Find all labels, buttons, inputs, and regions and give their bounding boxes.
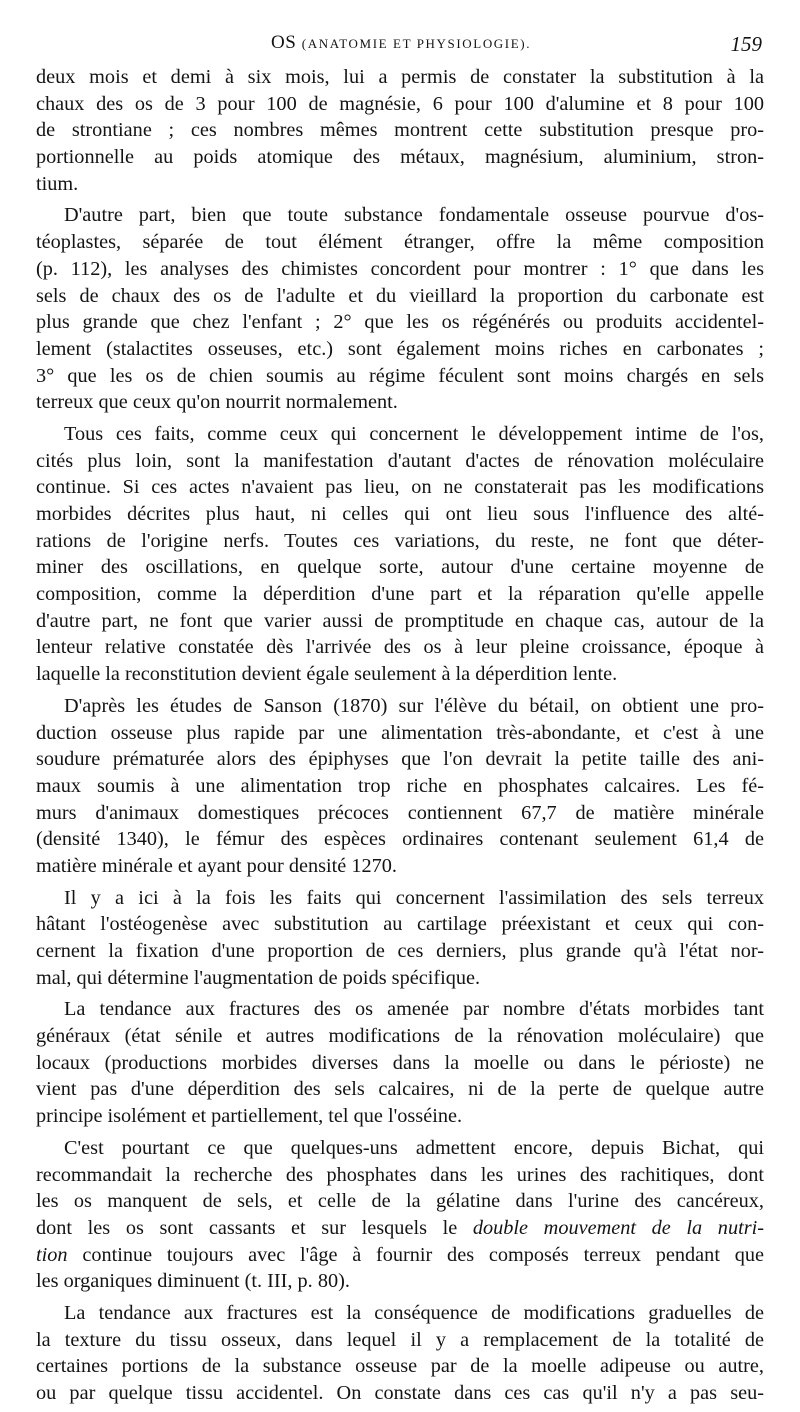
running-title-subtitle: (ANATOMIE ET PHYSIOLOGIE). [301, 36, 532, 51]
text-line [36, 1215, 764, 1242]
text-line: cités plus loin, sont la manifestation d'autant d'actes de rénovation moléculaire [36, 449, 764, 472]
text-line: composition, comme la déperdition d'une part et la réparation qu'elle appelle [36, 583, 764, 606]
text-line: miner des oscillations, en quelque sorte, autour d'une certaine moyenne de [36, 556, 764, 579]
body-text [36, 64, 764, 1412]
text-line: téoplastes, séparée de tout élément étranger, offre la même composition [36, 231, 764, 254]
text-line: les organiques diminuent (t. III, p. 80). [36, 1270, 350, 1293]
running-title [36, 32, 766, 54]
text-line: soudure prématurée alors des épiphyses que l'on devrait la petite taille des ani- [36, 748, 764, 771]
text-line: murs d'animaux domestiques précoces contiennent 67,7 de matière minérale [36, 801, 764, 824]
paragraph [36, 885, 764, 992]
text-line: lement (stalactites osseuses, etc.) sont également moins riches en carbonates ; [36, 337, 764, 360]
text-line: C'est pourtant ce que quelques-uns admettent encore, depuis Bichat, qui [64, 1136, 764, 1159]
text-line: D'après les études de Sanson (1870) sur l'élève du bétail, on obtient une pro- [64, 694, 764, 717]
text-line: les os manquent de sels, et celle de la gélatine dans l'urine des cancéreux, [36, 1190, 764, 1213]
text-line: vient pas d'une déperdition des sels calcaires, ni de la perte de quelque autre [36, 1078, 764, 1101]
text-line: tium. [36, 172, 79, 195]
paragraph [36, 1300, 764, 1407]
italic-text: double mouvement de la nutri- [472, 1216, 765, 1239]
text-line: matière minérale et ayant pour densité 1270. [36, 854, 397, 877]
text-line: 3° que les os de chien soumis au régime féculent sont moins chargés en sels [36, 364, 764, 387]
text-line: la texture du tissu osseux, dans lequel il y a remplacement de la totalité de [36, 1328, 764, 1351]
paragraph [36, 64, 764, 197]
paragraph [36, 1135, 764, 1295]
text-line [36, 1242, 764, 1269]
text-line: portionnelle au poids atomique des métaux, magnésium, aluminium, stron- [36, 146, 764, 169]
text-line: de strontiane ; ces nombres mêmes montrent cette substitution presque pro- [36, 119, 764, 142]
text-run: dont les os sont cassants et sur lesquels le [36, 1216, 473, 1239]
text-line: principe isolément et partiellement, tel que l'osséine. [36, 1105, 463, 1128]
text-line: Tous ces faits, comme ceux qui concernent le développement intime de l'os, [64, 422, 764, 445]
text-line: duction osseuse plus rapide par une alimentation très-abondante, et c'est à une [36, 721, 764, 744]
page-header [36, 28, 766, 62]
text-line: Il y a ici à la fois les faits qui concernent l'assimilation des sels terreux [64, 886, 764, 909]
text-line: D'autre part, bien que toute substance fondamentale osseuse pourvue d'os- [64, 204, 764, 227]
text-line: La tendance aux fractures des os amenée par nombre d'états morbides tant [64, 998, 764, 1021]
text-line: ou par quelque tissu accidentel. On constate dans ces cas qu'il n'y a pas seu- [36, 1382, 764, 1404]
text-line: plus grande que chez l'enfant ; 2° que les os régénérés ou produits accidentel- [36, 311, 764, 334]
text-line: lenteur relative constatée dès l'arrivée des os à leur pleine croissance, époque à [36, 636, 764, 659]
text-line: (p. 112), les analyses des chimistes concordent pour montrer : 1° que dans les [36, 257, 764, 280]
text-line: morbides décrites plus haut, ni celles qui ont lieu sous l'influence des alté- [36, 503, 764, 525]
text-line: hâtant l'ostéogenèse avec substitution au cartilage préexistant et ceux qui con- [36, 913, 764, 936]
text-line: laquelle la reconstitution devient égale seulement à la déperdition lente. [36, 663, 618, 686]
text-line: locaux (productions morbides diverses dans la moelle ou dans le périoste) ne [36, 1051, 764, 1074]
text-line: deux mois et demi à six mois, lui a permis de constater la substitution à la [36, 66, 764, 88]
paragraph [36, 693, 764, 880]
italic-text: tion [36, 1243, 68, 1266]
text-line: certaines portions de la substance osseuse par de la moelle adipeuse ou autre, [36, 1355, 764, 1378]
paragraph [36, 996, 764, 1129]
text-line: maux soumis à une alimentation trop riche en phosphates calcaires. Les fé- [36, 774, 764, 797]
paragraph [36, 421, 764, 688]
text-line: continue. Si ces actes n'avaient pas lieu, on ne constaterait pas les modifications [36, 476, 764, 499]
text-line: La tendance aux fractures est la conséquence de modifications graduelles de [64, 1301, 764, 1324]
text-run: continue toujours avec l'âge à fournir des composés terreux pendant que [67, 1243, 764, 1266]
text-line: (densité 1340), le fémur des espèces ordinaires contenant seulement 61,4 de [36, 828, 764, 851]
paragraph [36, 202, 764, 416]
text-line: généraux (état sénile et autres modifications de la rénovation moléculaire) que [36, 1025, 764, 1048]
text-line: d'autre part, ne font que varier aussi de promptitude en chaque cas, autour de la [36, 609, 764, 632]
page-number: 159 [730, 32, 762, 56]
text-line: sels de chaux des os de l'adulte et du vieillard la proportion du carbonate est [36, 284, 764, 307]
text-line: mal, qui détermine l'augmentation de poids spécifique. [36, 966, 481, 989]
text-line: recommandait la recherche des phosphates dans les urines des rachitiques, dont [36, 1163, 764, 1186]
text-line: chaux des os de 3 pour 100 de magnésie, 6 pour 100 d'alumine et 8 pour 100 [36, 92, 764, 115]
text-line: cernent la fixation d'une proportion de ces derniers, plus grande qu'à l'état nor- [36, 940, 764, 962]
text-line: rations de l'origine nerfs. Toutes ces variations, du reste, ne font que déter- [36, 529, 764, 552]
text-line: terreux que ceux qu'on nourrit normalement. [36, 391, 398, 414]
running-title-main: OS [270, 32, 297, 53]
